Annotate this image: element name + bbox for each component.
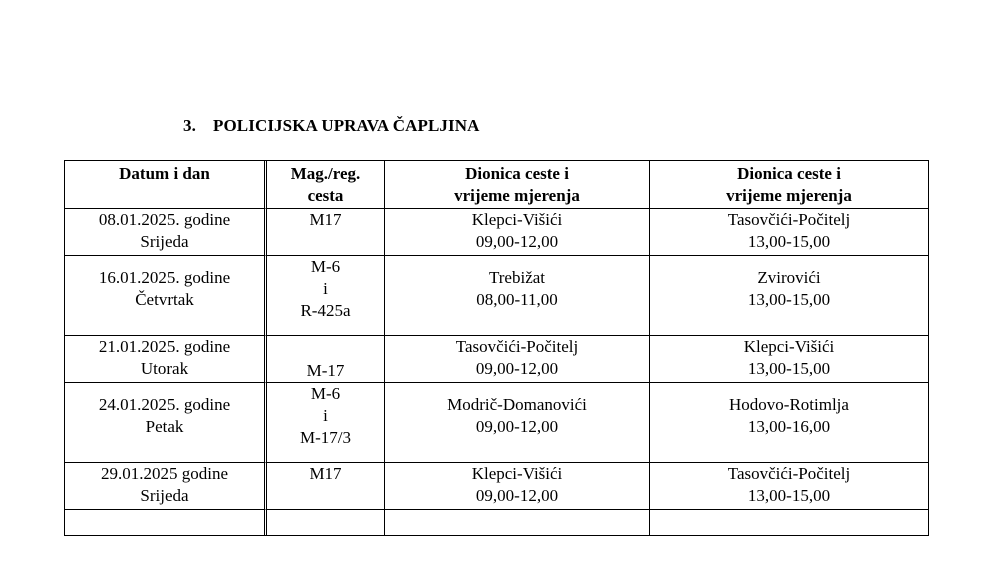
- road-cell: M17: [267, 463, 385, 510]
- section-1-cell: Trebižat 08,00-11,00: [385, 256, 650, 336]
- table-row: [65, 209, 928, 256]
- section-2-cell: Zvirovići 13,00-15,00: [650, 256, 928, 336]
- empty-cell: [267, 510, 385, 535]
- header-date: Datum i dan: [65, 161, 267, 209]
- section-1-cell: Modrič-Domanovići 09,00-12,00: [385, 383, 650, 463]
- road-cell: M17: [267, 209, 385, 256]
- header-section-2: Dionica ceste i vrijeme mjerenja: [650, 161, 928, 209]
- section-1-cell: Klepci-Višići 09,00-12,00: [385, 209, 650, 256]
- section-2-cell: Tasovčići-Počitelj 13,00-15,00: [650, 209, 928, 256]
- table-row: [65, 256, 928, 336]
- date-cell: 21.01.2025. godine Utorak: [65, 336, 267, 383]
- table-header-row: [65, 161, 928, 209]
- header-road: Mag./reg. cesta: [267, 161, 385, 209]
- section-heading: [183, 116, 479, 136]
- empty-cell: [385, 510, 650, 535]
- table-row: [65, 383, 928, 463]
- empty-cell: [65, 510, 267, 535]
- section-title: POLICIJSKA UPRAVA ČAPLJINA: [213, 116, 480, 135]
- section-2-cell: Klepci-Višići 13,00-15,00: [650, 336, 928, 383]
- schedule-table: [64, 160, 929, 536]
- date-cell: 16.01.2025. godine Četvrtak: [65, 256, 267, 336]
- section-2-cell: Hodovo-Rotimlja 13,00-16,00: [650, 383, 928, 463]
- date-cell: 08.01.2025. godine Srijeda: [65, 209, 267, 256]
- road-cell: M-6 i R-425a: [267, 256, 385, 336]
- section-1-cell: Klepci-Višići 09,00-12,00: [385, 463, 650, 510]
- table-row: [65, 336, 928, 383]
- table-row: [65, 463, 928, 510]
- empty-table-row: [65, 510, 928, 535]
- road-cell: M-6 i M-17/3: [267, 383, 385, 463]
- empty-cell: [650, 510, 928, 535]
- road-cell: M-17: [267, 336, 385, 383]
- section-number: 3.: [183, 116, 196, 135]
- section-1-cell: Tasovčići-Počitelj 09,00-12,00: [385, 336, 650, 383]
- header-section-1: Dionica ceste i vrijeme mjerenja: [385, 161, 650, 209]
- date-cell: 29.01.2025 godine Srijeda: [65, 463, 267, 510]
- date-cell: 24.01.2025. godine Petak: [65, 383, 267, 463]
- section-2-cell: Tasovčići-Počitelj 13,00-15,00: [650, 463, 928, 510]
